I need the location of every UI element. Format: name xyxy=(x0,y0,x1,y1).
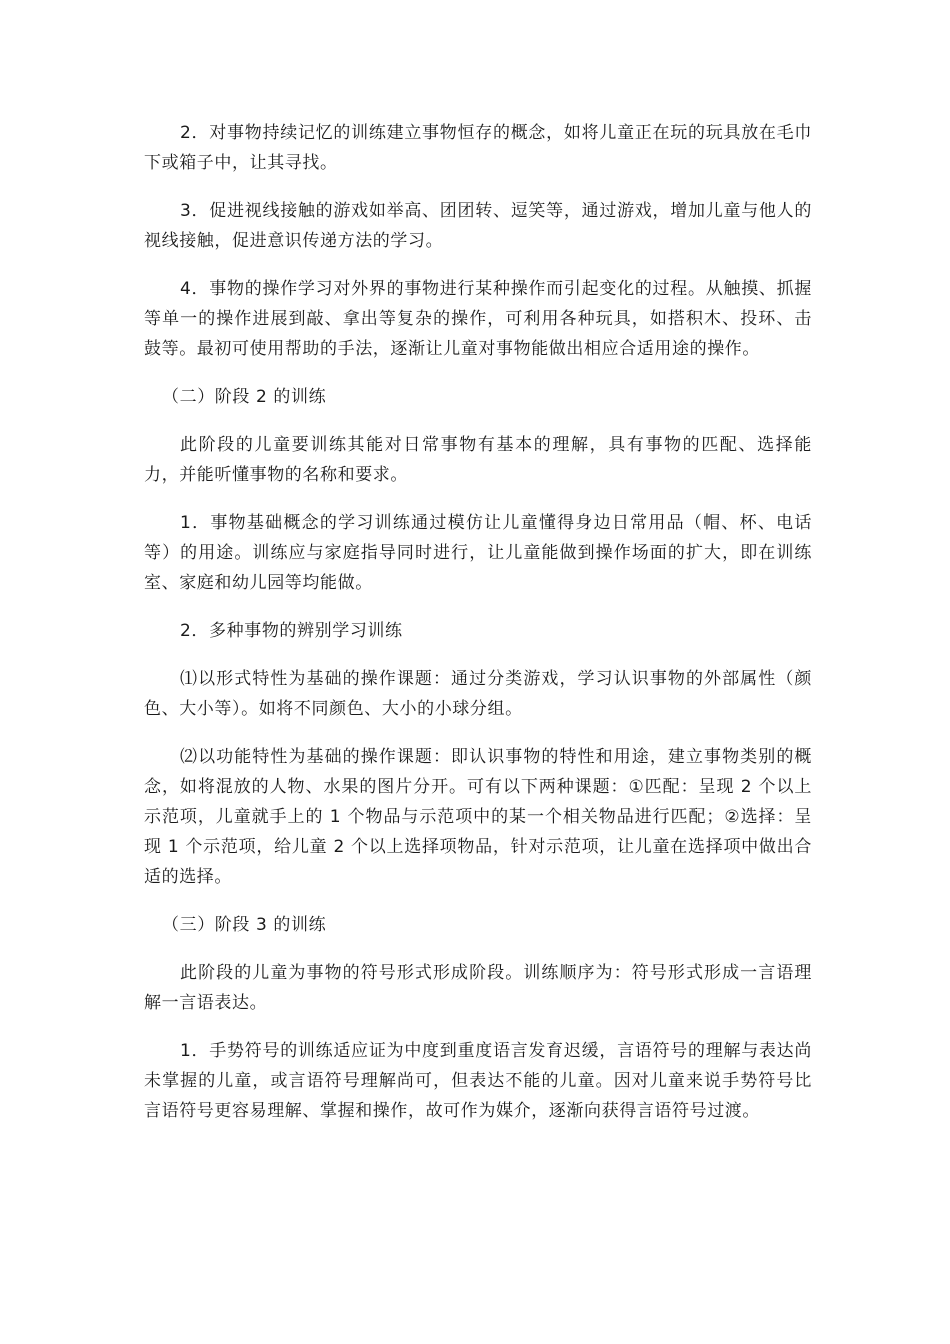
paragraph-function-tasks: ⑵以功能特性为基础的操作课题：即认识事物的特性和用途，建立事物类别的概念，如将混放的人物、水果的图片分开。可有以下两种课题：①匹配：呈现 2 个以上示范项，儿童就手上的 1 个物品与示范项中的某一个相关物品进行匹配；②选择：呈现 1 个示范项，给儿童 2 个以上选择项物品，针对示范项，让儿童在选择项中做出合适的选择。 xyxy=(144,747,812,887)
section-heading-stage-2: （二）阶段 2 的训练 xyxy=(162,387,327,407)
section-heading-stage-3: （三）阶段 3 的训练 xyxy=(162,915,327,935)
paragraph-gesture-training: 1．手势符号的训练适应证为中度到重度语言发育迟缓，言语符号的理解与表达尚未掌握的儿童，或言语符号理解尚可，但表达不能的儿童。因对儿童来说手势符号比言语符号更容易理解、掌握和操作，故可作为媒介，逐渐向获得言语符号过渡。 xyxy=(144,1041,812,1121)
paragraph-stage-3-intro: 此阶段的儿童为事物的符号形式形成阶段。训练顺序为：符号形式形成一言语理解一言语表达。 xyxy=(144,963,812,1013)
paragraph-item-2: 2．对事物持续记忆的训练建立事物恒存的概念，如将儿童正在玩的玩具放在毛巾下或箱子中，让其寻找。 xyxy=(144,123,812,173)
paragraph-stage-2-intro: 此阶段的儿童要训练其能对日常事物有基本的理解，具有事物的匹配、选择能力，并能听懂事物的名称和要求。 xyxy=(144,435,812,485)
paragraph-item-4: 4．事物的操作学习对外界的事物进行某种操作而引起变化的过程。从触摸、抓握等单一的操作进展到敲、拿出等复杂的操作，可利用各种玩具，如搭积木、投环、击鼓等。最初可使用帮助的手法，逐渐让儿童对事物能做出相应合适用途的操作。 xyxy=(144,279,812,359)
paragraph-item-3: 3．促进视线接触的游戏如举高、团团转、逗笑等，通过游戏，增加儿童与他人的视线接触，促进意识传递方法的学习。 xyxy=(144,201,812,251)
paragraph-discrimination-title: 2．多种事物的辨别学习训练 xyxy=(180,621,403,641)
paragraph-basic-concepts: 1．事物基础概念的学习训练通过模仿让儿童懂得身边日常用品（帽、杯、电话等）的用途。训练应与家庭指导同时进行，让儿童能做到操作场面的扩大，即在训练室、家庭和幼儿园等均能做。 xyxy=(144,513,812,593)
document-body xyxy=(144,118,812,1144)
paragraph-form-tasks: ⑴以形式特性为基础的操作课题：通过分类游戏，学习认识事物的外部属性（颜色、大小等）。如将不同颜色、大小的小球分组。 xyxy=(144,669,812,719)
